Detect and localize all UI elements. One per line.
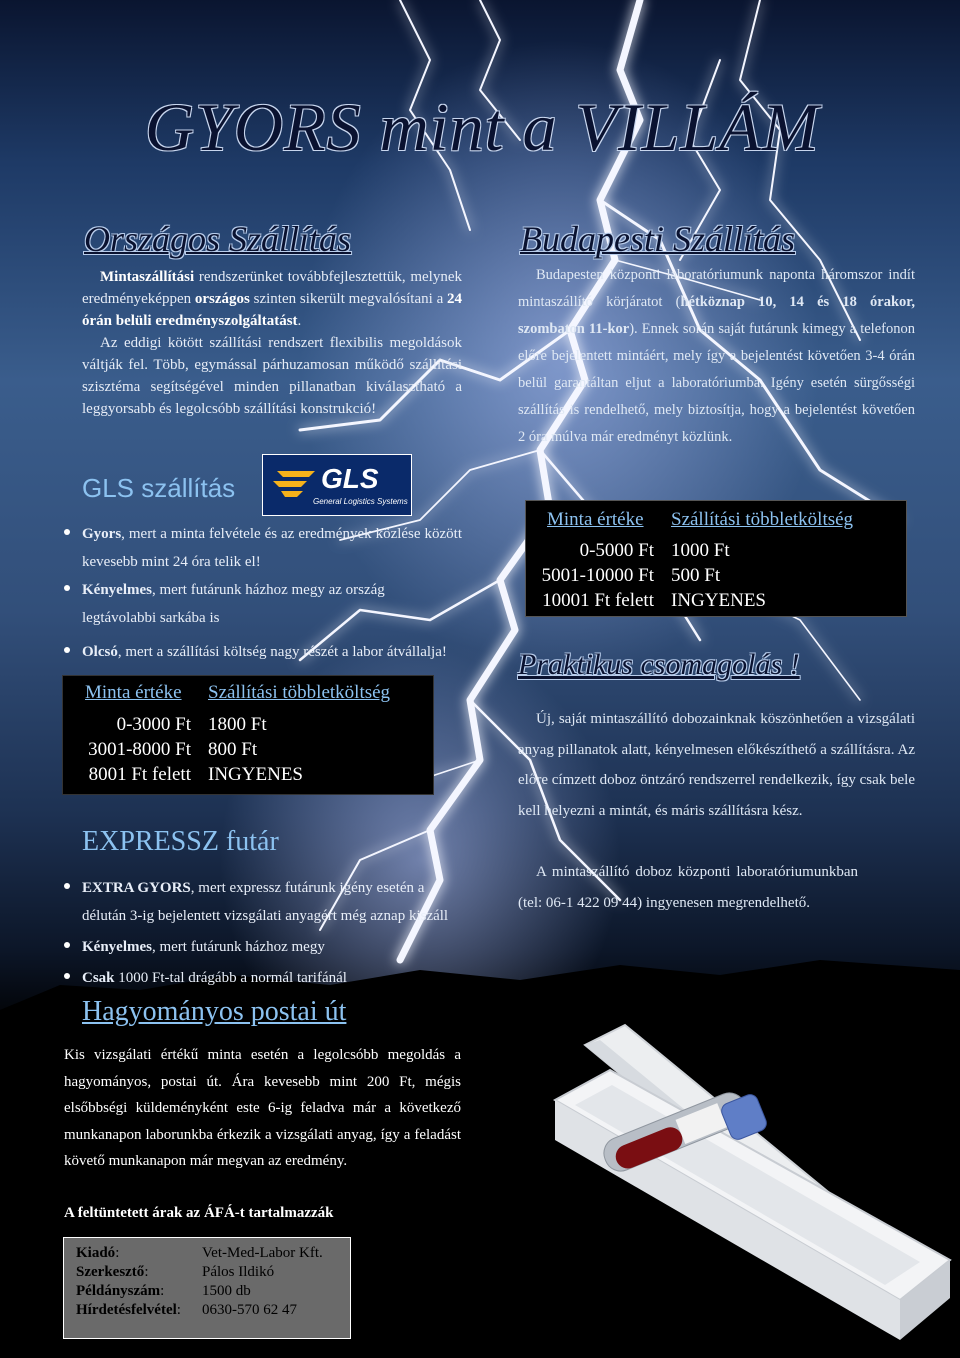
table-cell: 1800 Ft [208, 714, 267, 735]
orszagos-text-a: rendszerünket továbbfejlesztettük, melynek eredményeképpen [82, 269, 462, 307]
expressz-heading: EXPRESSZ futár [82, 826, 279, 857]
table-header-cell: Minta értéke [85, 682, 182, 703]
table-cell: 0-5000 Ft [579, 540, 654, 561]
orszagos-heading: Országos Szállítás [84, 219, 352, 259]
table-cell: 8001 Ft felett [88, 764, 191, 785]
table-cell: INGYENES [671, 590, 766, 611]
page-title: GYORS mint a VILLÁM [145, 89, 820, 165]
budapest-text-c: ). Ennek során saját futárunk kimegy a telefonon előre bejelentett mintáért, mely így a bejelentést követően 3-4 órán belül garantáltan eljut a laboratóriumba. Igény esetén sürgősségi szállítás is rendelhető, mely biztosítja, hogy a bejelentést követően 2 óra múlva már eredményt közlünk. [518, 321, 915, 445]
imprint-sep: : [176, 1302, 181, 1318]
table-cell: 5001-10000 Ft [541, 565, 654, 586]
gls-benefit-text: , mert futárunk házhoz megy az ország legtávolabbi sarkába is [82, 582, 385, 626]
csomagolas-heading: Praktikus csomagolás ! [518, 648, 800, 681]
gls-benefit-bold: Olcsó [82, 644, 118, 660]
expressz-benefit-text: , mert futárunk házhoz megy [151, 939, 325, 955]
table-cell: 10001 Ft felett [542, 590, 654, 611]
expressz-benefit-text: 1000 Ft-tal drágább a normál tarifánál [114, 970, 347, 986]
gls-heading: GLS szállítás [82, 473, 236, 503]
gls-benefit-bold: Gyors [82, 526, 122, 542]
table-header-cell: Szállítási többletköltség [208, 682, 391, 703]
orszagos-text-e: . [297, 313, 302, 329]
expressz-benefit-bold: EXTRA GYORS [82, 880, 191, 896]
orszagos-paragraph-2: Az eddigi kötött szállítási rendszert flexibilis megoldások váltják fel. Több, egymással párhuzamosan működő szállítási szisztéma segítségével minden pillanatban kiválasztható a leggyorsabb és legolcsóbb szállítási konstrukció! [82, 335, 462, 417]
budapest-bold-times: hétköznap 10, 14 és 18 órakor, szombaton 11-kor [518, 294, 916, 337]
csomagolas-paragraph-2: A mintaszállító doboz központi laboratóriumunkban (tel: 06-1 422 09 44) ingyenesen megrendelhető. [518, 864, 858, 911]
imprint-sep: : [115, 1245, 120, 1261]
imprint-key: Kiadó [76, 1245, 116, 1261]
table-cell: 1000 Ft [671, 540, 730, 561]
expressz-benefit-text: , mert expressz futárunk igény esetén a délután 3-ig bejelentett vizsgálati anyagért még aznap kiszáll [82, 880, 449, 924]
imprint-value: Pálos Ildikó [202, 1264, 275, 1280]
orszagos-bold-b: országos [194, 291, 250, 307]
gls-benefit-bold: Kényelmes [82, 582, 152, 598]
imprint-value: 0630-570 62 47 [202, 1302, 297, 1318]
table-cell: INGYENES [208, 764, 303, 785]
afa-note: A feltüntetett árak az ÁFÁ-t tartalmazzák [64, 1205, 334, 1221]
gls-benefit-text: , mert a szállítási költség nagy részét a labor átvállalja! [117, 644, 447, 660]
orszagos-lead: Mintaszállítási [100, 269, 195, 285]
expressz-benefit-bold: Kényelmes [82, 939, 152, 955]
table-cell: 3001-8000 Ft [88, 739, 191, 760]
imprint-sep: : [160, 1283, 165, 1299]
orszagos-bold-d: 24 órán belüli eredményszolgáltatást [82, 291, 462, 329]
table-cell: 800 Ft [208, 739, 258, 760]
table-header-cell: Minta értéke [547, 509, 644, 530]
gls-benefit-text: , mert a minta felvétele és az eredmények közlése között kevesebb mint 24 óra telik el! [82, 526, 462, 570]
imprint-key: Szerkesztő [76, 1264, 145, 1280]
budapest-text-a: Budapesten központi laboratóriumunk naponta háromszor indít mintaszállító körjáratot ( [518, 267, 915, 310]
gls-logo-subtitle: General Logistics Systems [313, 497, 408, 506]
gls-logo-text: GLS [321, 463, 379, 494]
budapest-heading: Budapesti Szállítás [520, 219, 796, 259]
table-cell: 500 Ft [671, 565, 721, 586]
imprint-sep: : [144, 1264, 149, 1280]
imprint-key: Hírdetésfelvétel [76, 1302, 177, 1318]
imprint-key: Példányszám [76, 1283, 161, 1299]
orszagos-text-c: szinten sikerült megvalósítani a [249, 291, 447, 307]
posta-paragraph: Kis vizsgálati értékű minta esetén a legolcsóbb megoldás a hagyományos, postai út. Ára kevesebb mint 200 Ft, mégis elsőbbségi küldeményként este 6-ig feladva már a következő munkanapon laborunkba érkezik a vizsgálati anyag, így a feladást követő munkanapon már megvan az eredmény. [64, 1047, 461, 1169]
posta-heading: Hagyományos postai út [82, 996, 347, 1027]
table-header-cell: Szállítási többletköltség [671, 509, 854, 530]
csomagolas-paragraph-1: Új, saját mintaszállító dobozainknak köszönhetően a vizsgálati anyag pillanatok alatt, kényelmesen előkészíthető a szállításra. Az előre címzett doboz öntzáró rendszerrel rendelkezik, így csak bele kell helyezni a mintát, és máris szállításra kész. [518, 711, 915, 819]
imprint-value: 1500 db [202, 1283, 251, 1299]
imprint-value: Vet-Med-Labor Kft. [202, 1245, 323, 1261]
expressz-benefit-bold: Csak [82, 970, 115, 986]
table-cell: 0-3000 Ft [116, 714, 191, 735]
